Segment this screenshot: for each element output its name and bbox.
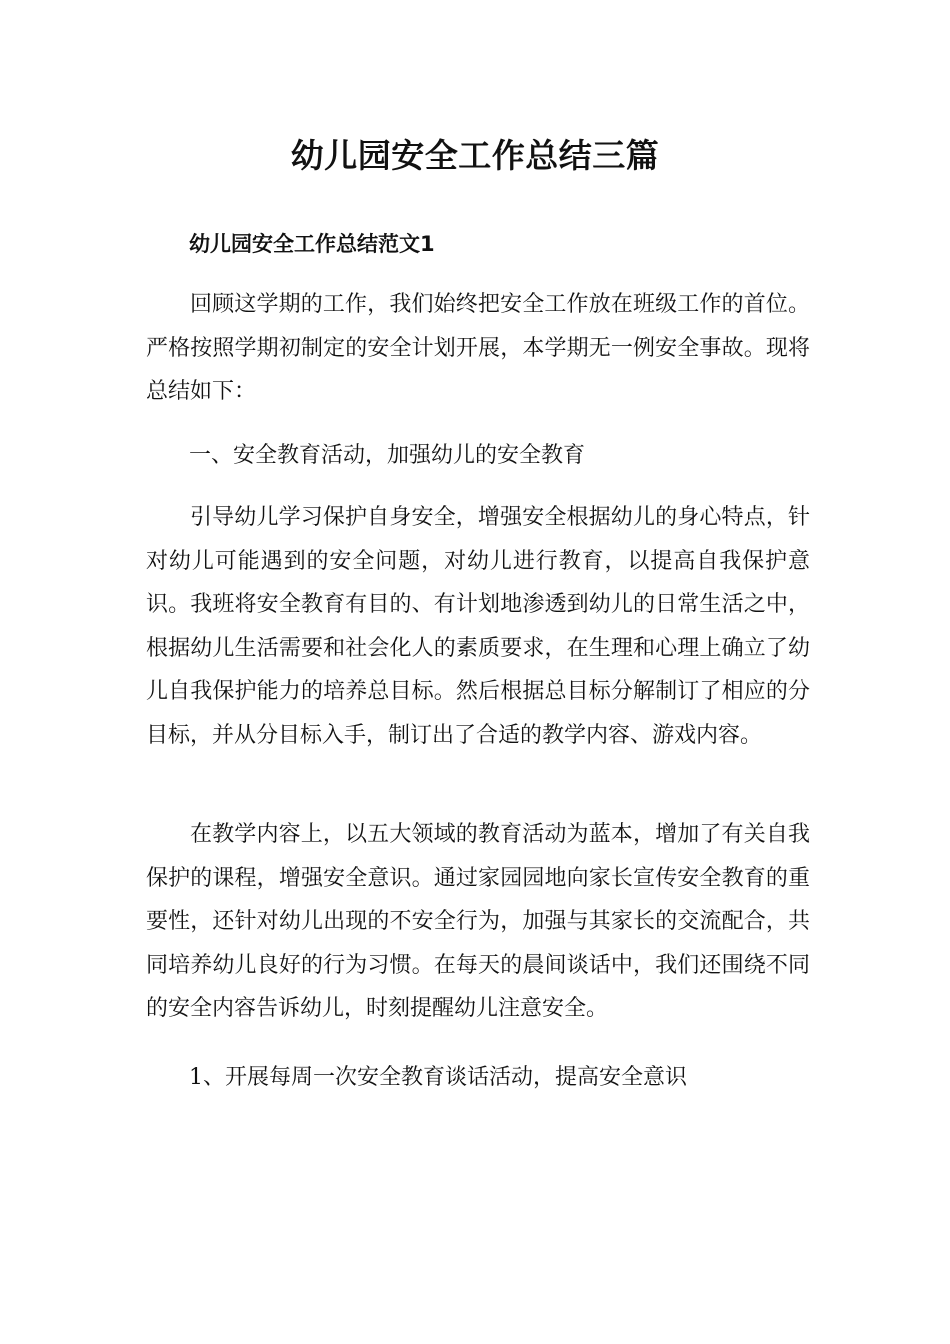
paragraph-self-protection: 引导幼儿学习保护自身安全，增强安全根据幼儿的身心特点，针对幼儿可能遇到的安全问题，对幼儿进行教育，以提高自我保护意识。我班将安全教育有目的、有计划地渗透到幼儿的日常生活之中，根据幼儿生活需要和社会化人的素质要求，在生理和心理上确立了幼儿自我保护能力的培养总目标。然后根据总目标分解制订了相应的分目标，并从分目标入手，制订出了合适的教学内容、游戏内容。	[146, 505, 810, 748]
section-heading-weekly-talk: 1、开展每周一次安全教育谈话活动，提高安全意识	[189, 1065, 687, 1090]
paragraph-teaching-content: 在教学内容上，以五大领域的教育活动为蓝本，增加了有关自我保护的课程，增强安全意识。通过家园园地向家长宣传安全教育的重要性，还针对幼儿出现的不安全行为，加强与其家长的交流配合，共同培养幼儿良好的行为习惯。在每天的晨间谈话中，我们还围绕不同的安全内容告诉幼儿，时刻提醒幼儿注意安全。	[146, 822, 810, 1021]
paragraph-intro: 回顾这学期的工作，我们始终把安全工作放在班级工作的首位。严格按照学期初制定的安全计划开展，本学期无一例安全事故。现将总结如下：	[146, 292, 810, 404]
section-heading-safety-education: 一、安全教育活动，加强幼儿的安全教育	[189, 443, 586, 468]
section-title: 幼儿园安全工作总结范文1	[189, 232, 435, 256]
document-title: 幼儿园安全工作总结三篇	[290, 136, 660, 175]
